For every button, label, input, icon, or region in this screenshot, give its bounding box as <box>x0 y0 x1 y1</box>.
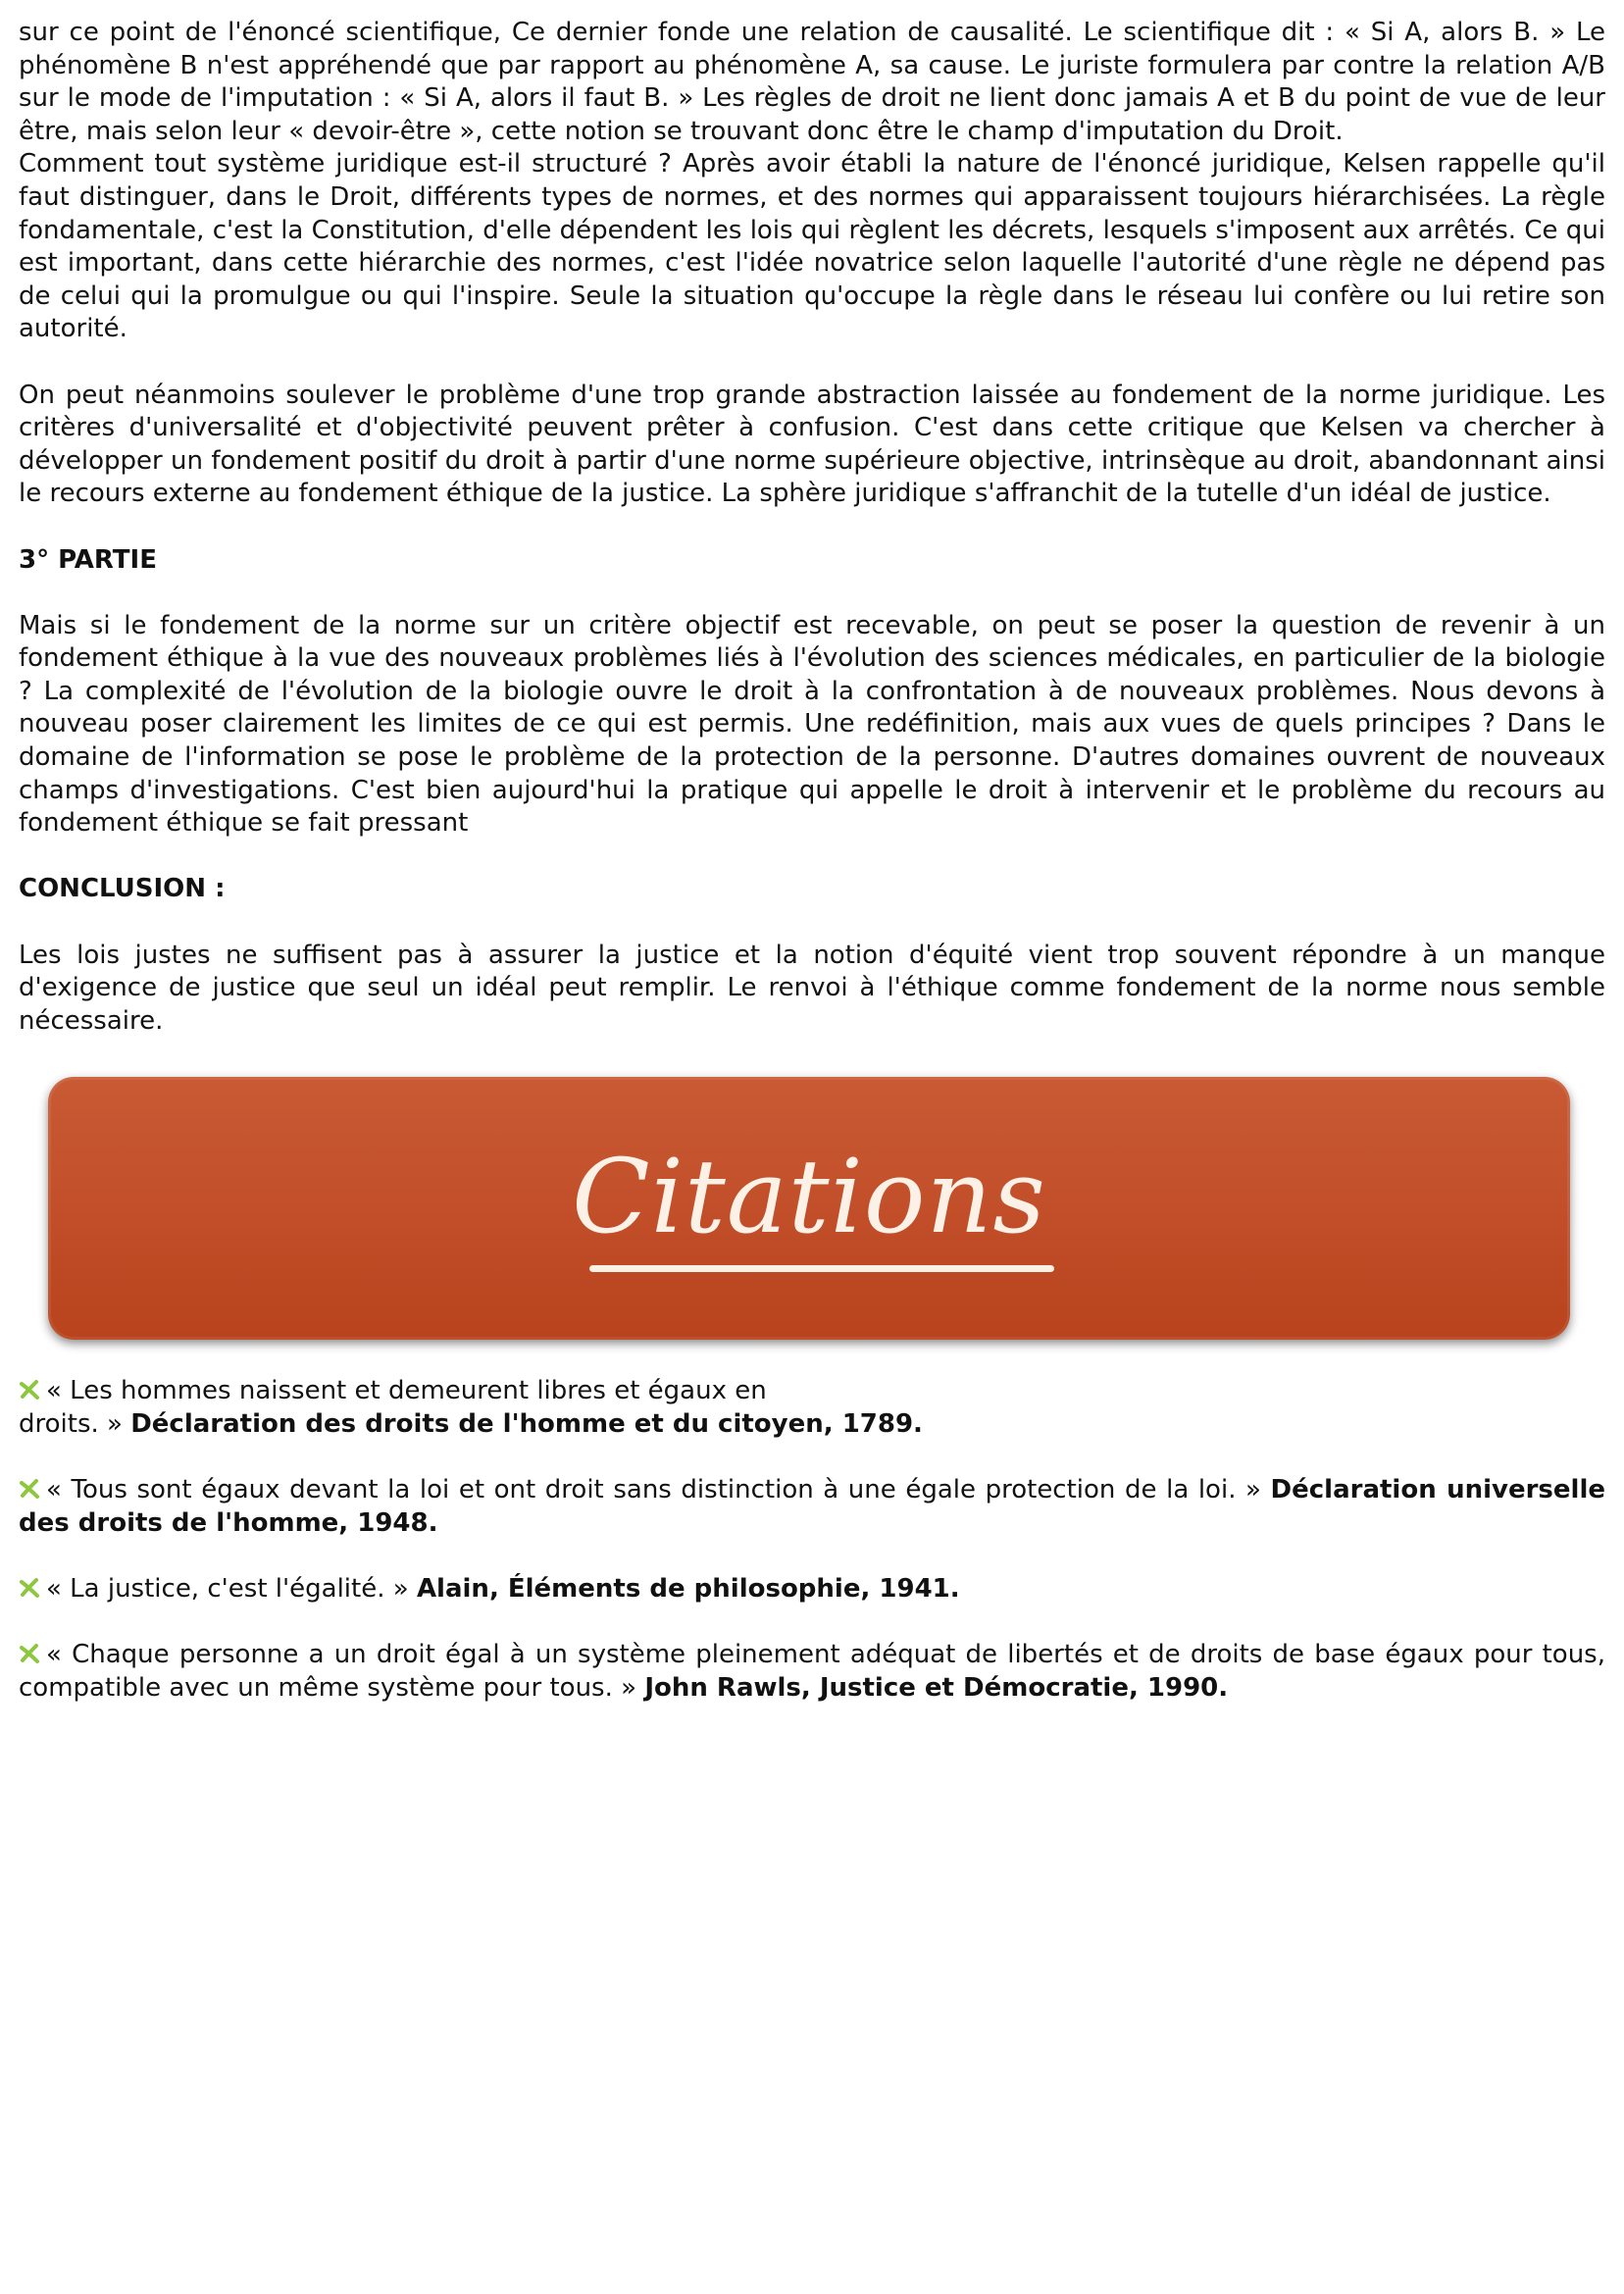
quote-source: John Rawls, Justice et Démocratie, 1990. <box>644 1672 1229 1703</box>
paragraph-causalite: sur ce point de l'énoncé scientifique, Ce dernier fonde une relation de causalité. Le scientifique dit : « Si A, alors B. » Le phénomène B n'est appréhendé que par rapport au phénomène A, sa cause. Le juriste formulera par contre la relation A/B sur le mode de l'imputation : « Si A, alors il faut B. » Les règles de droit ne lient donc jamais A et B du point de vue de leur être, mais selon leur « devoir-être », cette notion se trouvant donc être le champ d'imputation du Droit. <box>19 18 1605 146</box>
cross-mark-icon <box>19 1478 40 1500</box>
quote-item <box>19 1573 1605 1606</box>
citations-banner-box <box>48 1077 1570 1340</box>
quote-source: Alain, Éléments de philosophie, 1941. <box>416 1573 960 1604</box>
quote-source: Déclaration universelle des droits de l'homme, 1948. <box>19 1475 1605 1538</box>
quote-text: « Tous sont égaux devant la loi et ont droit sans distinction à une égale protection de la loi. » <box>46 1475 1261 1505</box>
spacer <box>19 1606 1605 1640</box>
citations-banner <box>48 1077 1623 1340</box>
quote-item <box>19 1639 1605 1705</box>
cross-mark-icon <box>19 1577 40 1599</box>
quote-text-continued: droits. » <box>19 1409 123 1439</box>
cross-mark-icon <box>19 1379 40 1401</box>
heading-conclusion: CONCLUSION : <box>19 874 226 904</box>
spacer <box>19 906 1605 940</box>
spacer <box>19 346 1605 380</box>
quotes-list <box>19 1375 1605 1705</box>
paragraph-conclusion: Les lois justes ne suffisent pas à assurer la justice et la notion d'équité vient trop souvent répondre à un manque d'exigence de justice que seul un idéal peut remplir. Le renvoi à l'éthique comme fondement de la norme nous semble nécessaire. <box>19 940 1605 1036</box>
spacer <box>19 1540 1605 1573</box>
citations-banner-title: Citations <box>572 1137 1046 1257</box>
spacer <box>19 841 1605 874</box>
citations-banner-underline <box>589 1265 1054 1272</box>
paragraph-structure: Comment tout système juridique est-il structuré ? Après avoir établi la nature de l'énoncé juridique, Kelsen rappelle qu'il faut distinguer, dans le Droit, différents types de normes, et des normes qui apparaissent toujours hiérarchisées. La règle fondamentale, c'est la Constitution, d'elle dépendent les lois qui règlent les décrets, lesquels s'imposent aux arrêtés. Ce qui est important, dans cette hiérarchie des normes, c'est l'idée novatrice selon laquelle l'autorité d'une règle ne dépend pas de celui qui la promulgue ou qui l'inspire. Seule la situation qu'occupe la règle dans le réseau lui confère ou lui retire son autorité. <box>19 149 1605 344</box>
quote-text: « La justice, c'est l'égalité. » <box>46 1573 409 1604</box>
heading-3e-partie: 3° PARTIE <box>19 544 157 575</box>
quote-text: « Chaque personne a un droit égal à un système pleinement adéquat de libertés et de droits de base égaux pour tous, compatible avec un même système pour tous. » <box>19 1640 1605 1703</box>
document-page <box>19 17 1605 1705</box>
paragraph-fondement-ethique: Mais si le fondement de la norme sur un critère objectif est recevable, on peut se poser la question de revenir à un fondement éthique à la vue des nouveaux problèmes liés à l'évolution des sciences médicales, en particulier de la biologie ? La complexité de l'évolution de la biologie ouvre le droit à la confrontation à de nouveaux problèmes. Nous devons à nouveau poser clairement les limites de ce qui est permis. Une redéfinition, mais aux vues de quels principes ? Dans le domaine de l'information se pose le problème de la protection de la personne. D'autres domaines ouvrent de nouveaux champs d'investigations. C'est bien aujourd'hui la pratique qui appelle le droit à intervenir et le problème du recours au fondement éthique se fait pressant <box>19 610 1605 839</box>
quote-item <box>19 1375 1605 1441</box>
spacer <box>19 577 1605 610</box>
spacer <box>19 511 1605 544</box>
spacer <box>19 1442 1605 1475</box>
quote-source: Déclaration des droits de l'homme et du citoyen, 1789. <box>130 1409 923 1439</box>
quote-text: « Les hommes naissent et demeurent libres et égaux en <box>46 1376 767 1406</box>
cross-mark-icon <box>19 1643 40 1664</box>
paragraph-abstraction: On peut néanmoins soulever le problème d'une trop grande abstraction laissée au fondement de la norme juridique. Les critères d'universalité et d'objectivité peuvent prêter à confusion. C'est dans cette critique que Kelsen va chercher à développer un fondement positif du droit à partir d'une norme supérieure objective, intrinsèque au droit, abandonnant ainsi le recours externe au fondement éthique de la justice. La sphère juridique s'affranchit de la tutelle d'un idéal de justice. <box>19 380 1605 509</box>
quote-item <box>19 1474 1605 1540</box>
